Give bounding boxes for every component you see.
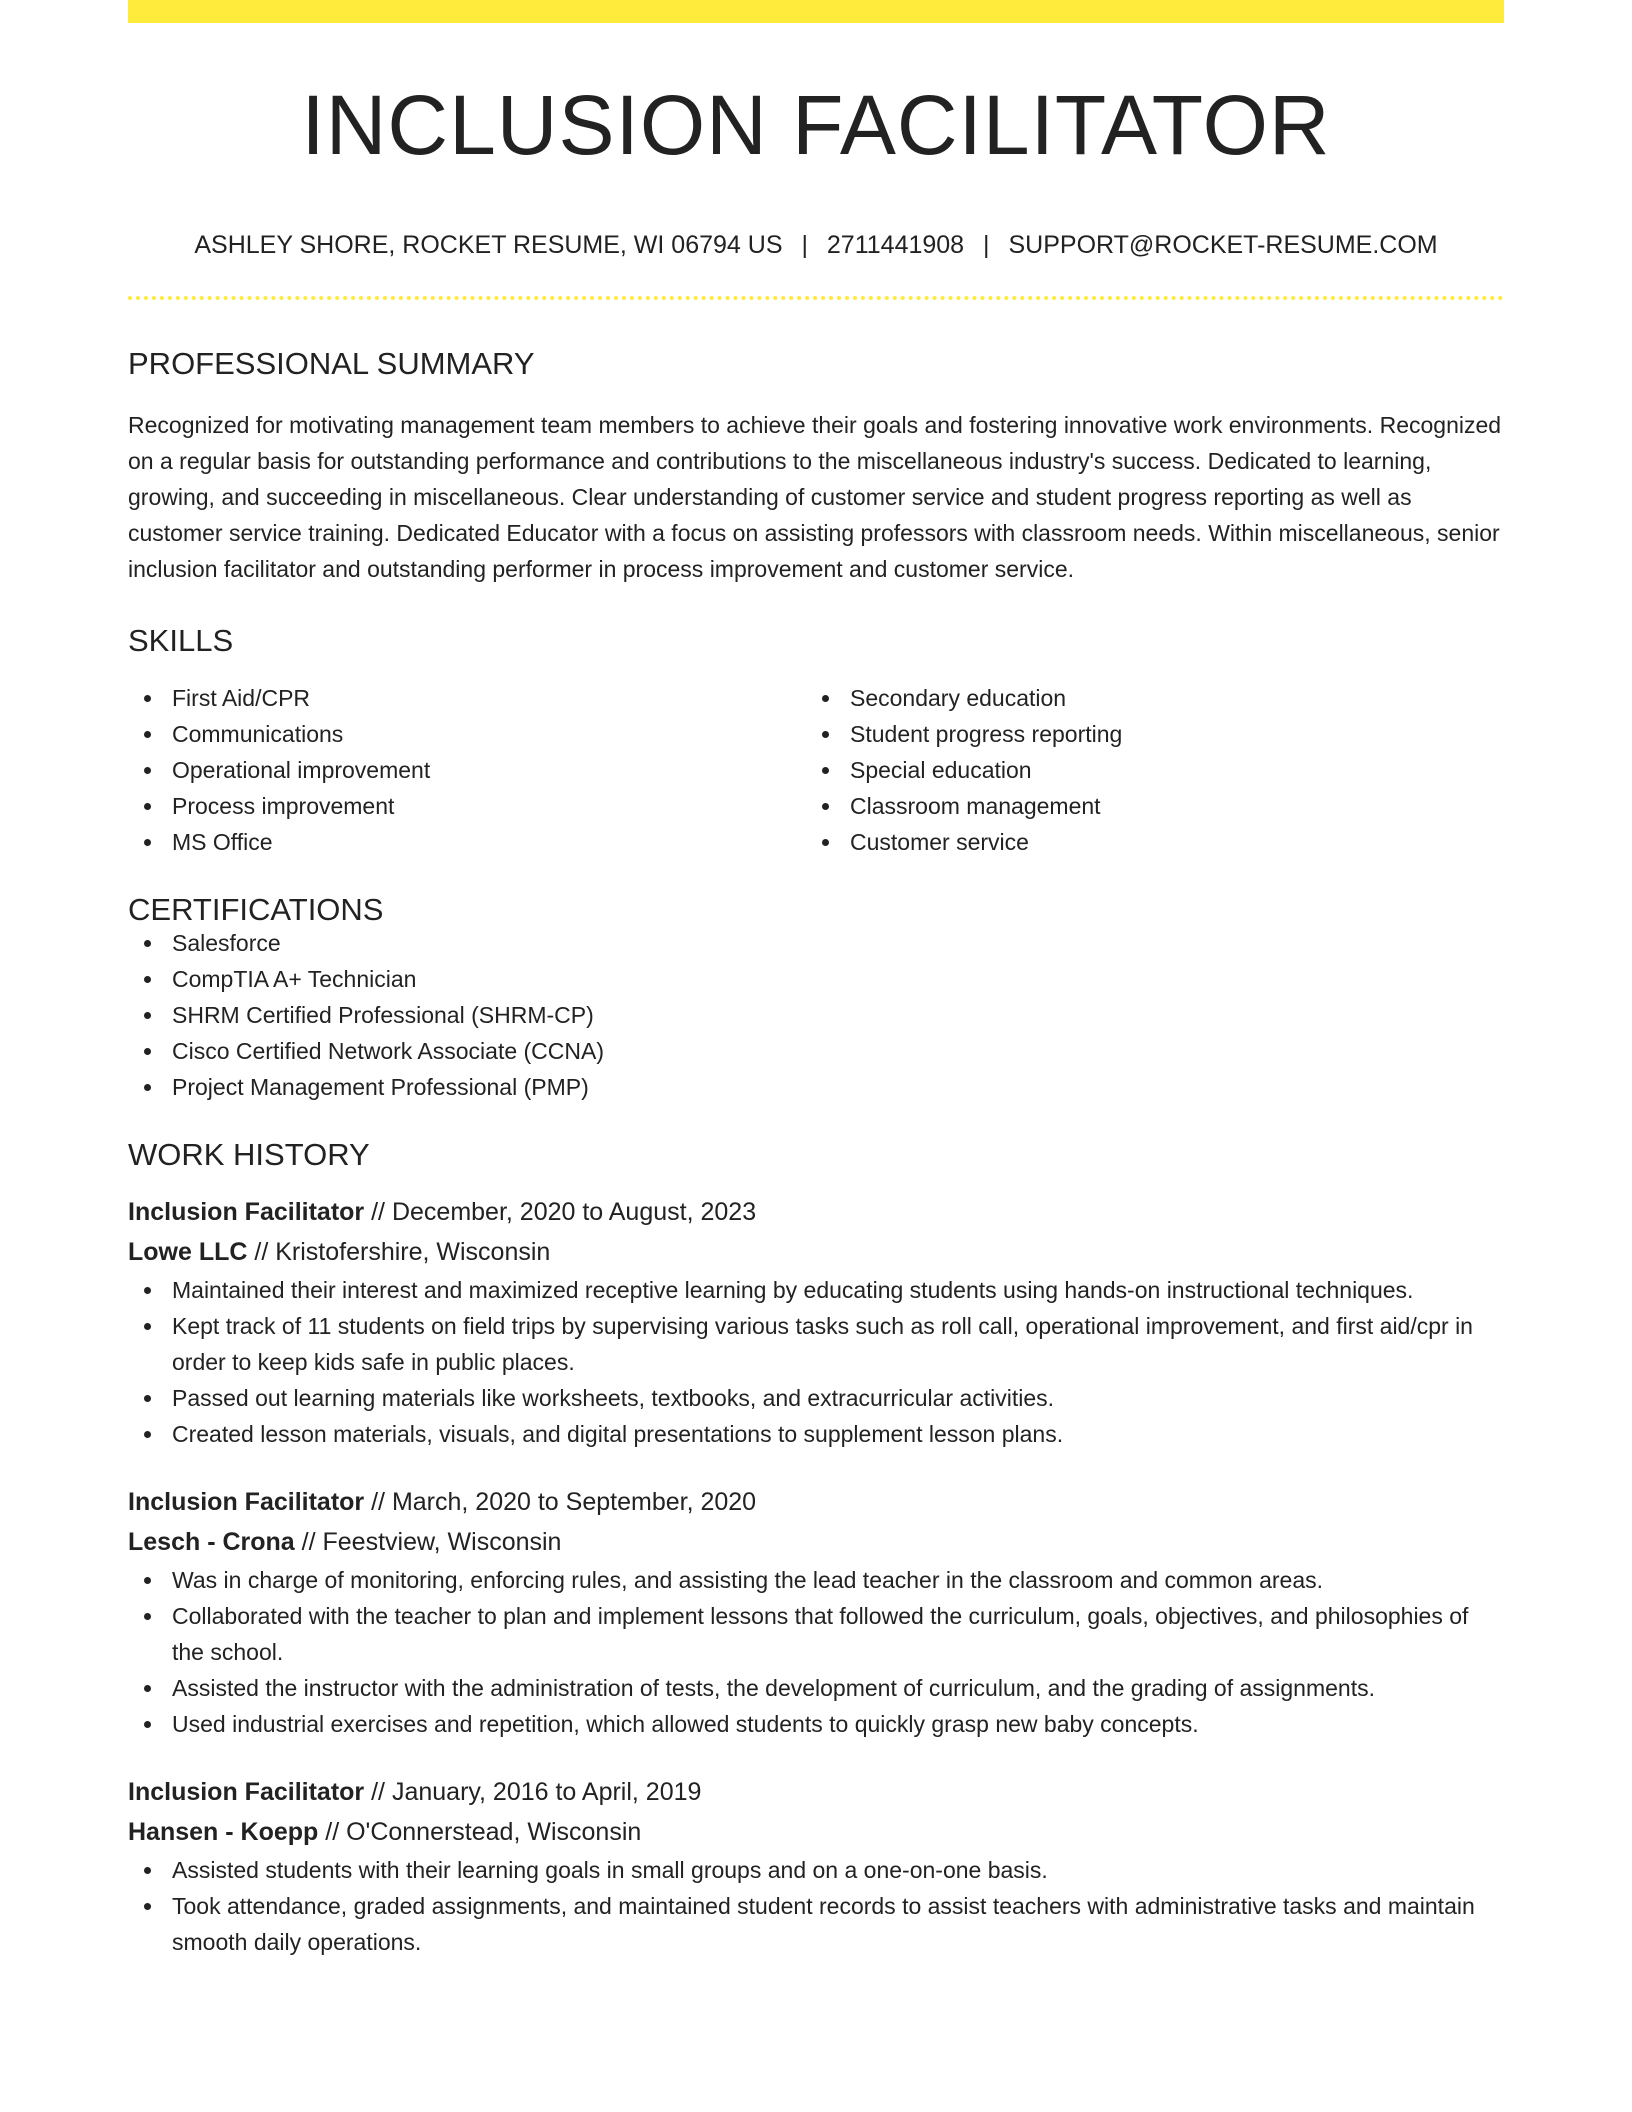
job-location: Feestview, Wisconsin [322, 1528, 562, 1556]
work-history-heading: WORK HISTORY [128, 1137, 370, 1172]
skill-item: Customer service [806, 824, 1484, 860]
skills-column-right [806, 680, 1484, 860]
job-dates: January, 2016 to April, 2019 [391, 1778, 702, 1806]
top-accent-bar [128, 0, 1504, 23]
job-separator: // [318, 1818, 347, 1846]
certifications-list [128, 925, 1504, 1105]
skill-item: Special education [806, 752, 1484, 788]
summary-heading: PROFESSIONAL SUMMARY [128, 346, 535, 381]
job-title: Inclusion Facilitator [128, 1778, 365, 1806]
job-dates: March, 2020 to September, 2020 [391, 1488, 757, 1516]
skills-heading: SKILLS [128, 623, 234, 658]
job-bullet: Was in charge of monitoring, enforcing rules, and assisting the lead teacher in the classroom and common areas. [128, 1562, 1504, 1598]
job-bullet: Created lesson materials, visuals, and digital presentations to supplement lesson plans. [128, 1416, 1504, 1452]
job-location: O'Connerstead, Wisconsin [346, 1818, 642, 1846]
certification-item: CompTIA A+ Technician [128, 961, 1504, 997]
job-bullet: Assisted students with their learning goals in small groups and on a one-on-one basis. [128, 1852, 1504, 1888]
job-bullet: Kept track of 11 students on field trips by supervising various tasks such as roll call, operational improvement, and first aid/cpr in order to keep kids safe in public places. [128, 1308, 1504, 1380]
job-separator: // [364, 1778, 392, 1806]
job-company-line [128, 1522, 1504, 1562]
job-title-line [128, 1482, 1504, 1522]
certifications-heading: CERTIFICATIONS [128, 892, 384, 927]
job-bullets [128, 1272, 1504, 1452]
certification-item: Cisco Certified Network Associate (CCNA) [128, 1033, 1504, 1069]
skill-item: MS Office [128, 824, 806, 860]
job-location: Kristofershire, Wisconsin [275, 1238, 551, 1266]
job-company-line [128, 1812, 1504, 1852]
job-bullet: Took attendance, graded assignments, and maintained student records to assist teachers with administrative tasks and maintain smooth daily operations. [128, 1888, 1504, 1960]
resume-title: INCLUSION FACILITATOR [301, 78, 1331, 172]
skill-item: Student progress reporting [806, 716, 1484, 752]
skill-item: First Aid/CPR [128, 680, 806, 716]
skill-item: Secondary education [806, 680, 1484, 716]
summary-text: Recognized for motivating management team members to achieve their goals and fostering innovative work environments. Recognized on a regular basis for outstanding performance and contributions to the miscellaneous industry's success. Dedicated to learning, growing, and succeeding in miscellaneous. Clear understanding of customer service and student progress reporting as well as customer service training. Dedicated Educator with a focus on assisting professors with classroom needs. Within miscellaneous, senior inclusion facilitator and outstanding performer in process improvement and customer service. [128, 412, 1502, 582]
skill-item: Classroom management [806, 788, 1484, 824]
job-bullets [128, 1852, 1504, 1960]
certification-item: Salesforce [128, 925, 1504, 961]
contact-separator: | [801, 231, 808, 259]
job-dates: December, 2020 to August, 2023 [391, 1198, 757, 1226]
job-company: Lesch - Crona [128, 1528, 295, 1556]
job-title-line [128, 1772, 1504, 1812]
certification-item: Project Management Professional (PMP) [128, 1069, 1504, 1105]
job-separator: // [294, 1528, 323, 1556]
skill-item: Communications [128, 716, 806, 752]
job-title: Inclusion Facilitator [128, 1488, 365, 1516]
job-company: Lowe LLC [128, 1238, 248, 1266]
skills-column-left [128, 680, 806, 860]
job-bullets [128, 1562, 1504, 1742]
contact-phone: 2711441908 [826, 231, 965, 259]
job-bullet: Assisted the instructor with the administration of tests, the development of curriculum, and the grading of assignments. [128, 1670, 1504, 1706]
job-company: Hansen - Koepp [128, 1818, 319, 1846]
skills-grid [128, 680, 1504, 860]
skills-list-right [806, 680, 1484, 860]
contact-email: SUPPORT@ROCKET-RESUME.COM [1008, 231, 1438, 259]
job-bullet: Used industrial exercises and repetition, which allowed students to quickly grasp new baby concepts. [128, 1706, 1504, 1742]
job-separator: // [364, 1198, 392, 1226]
job-title-line [128, 1192, 1504, 1232]
contact-address: ASHLEY SHORE, ROCKET RESUME, WI 06794 US [194, 231, 783, 259]
contact-line [128, 233, 1504, 258]
job-company-line [128, 1232, 1504, 1272]
certification-item: SHRM Certified Professional (SHRM-CP) [128, 997, 1504, 1033]
job-entry [128, 1772, 1504, 1960]
job-separator: // [364, 1488, 392, 1516]
header-divider [128, 296, 1504, 300]
contact-separator: | [983, 231, 990, 259]
job-separator: // [247, 1238, 276, 1266]
job-title: Inclusion Facilitator [128, 1198, 365, 1226]
job-bullet: Passed out learning materials like worksheets, textbooks, and extracurricular activities. [128, 1380, 1504, 1416]
job-entry [128, 1192, 1504, 1452]
skill-item: Operational improvement [128, 752, 806, 788]
skill-item: Process improvement [128, 788, 806, 824]
skills-list-left [128, 680, 806, 860]
job-entry [128, 1482, 1504, 1742]
job-bullet: Collaborated with the teacher to plan and implement lessons that followed the curriculum, goals, objectives, and philosophies of the school. [128, 1598, 1504, 1670]
resume-page [128, 0, 1504, 1960]
job-bullet: Maintained their interest and maximized receptive learning by educating students using hands-on instructional techniques. [128, 1272, 1504, 1308]
